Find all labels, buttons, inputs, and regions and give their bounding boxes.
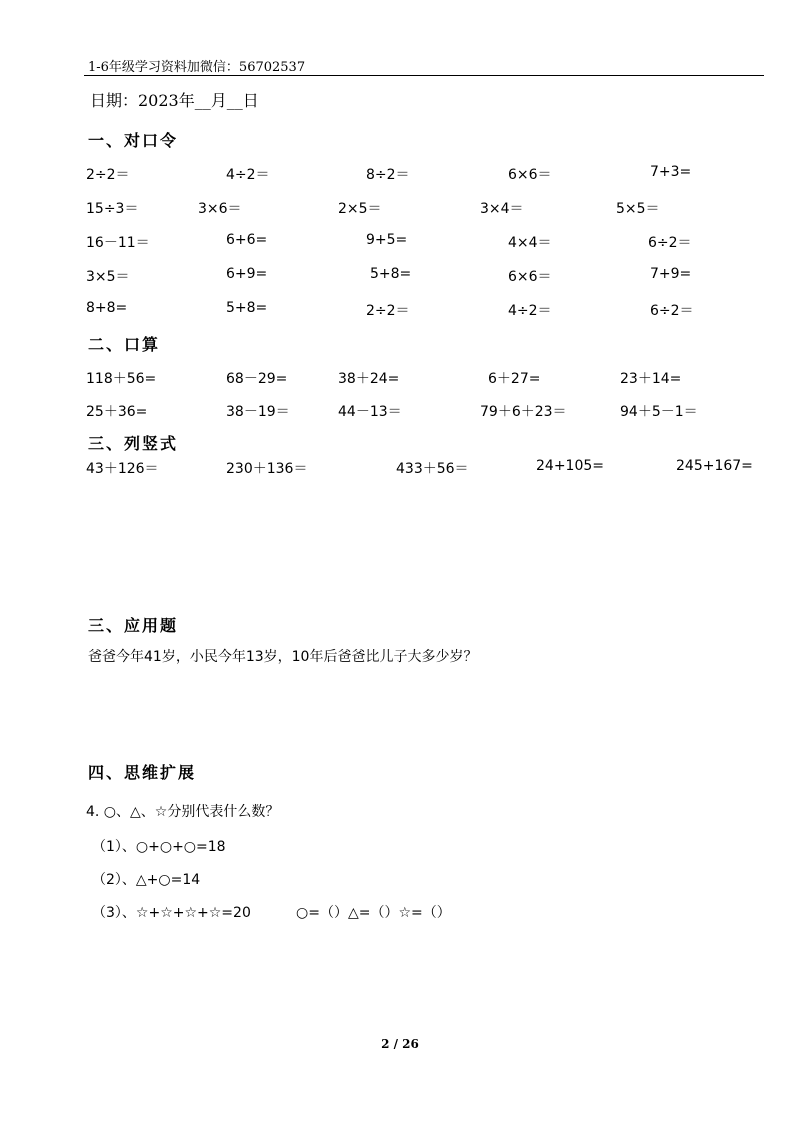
problem: 3×5＝ [86,269,130,285]
problem: 433＋56＝ [396,461,469,477]
problem: 2÷2＝ [86,167,130,183]
date-line: 日期：2023年__月__日 [90,91,259,110]
equation: （2）、△+○=14 [92,872,201,888]
problem: 94＋5－1＝ [620,404,698,420]
problem: 4÷2＝ [226,167,270,183]
problem: 8+8= [86,300,128,316]
page-header: 1-6年级学习资料加微信：56702537 [88,60,306,75]
header-divider [84,75,764,76]
problem: 2÷2＝ [366,303,410,319]
answer-blanks: ○=（）△=（）☆=（） [296,905,451,921]
problem: 5×5＝ [616,201,660,217]
problem: 245+167= [676,458,753,474]
problem: 9+5= [366,232,408,248]
problem: 6÷2＝ [648,235,692,251]
problem: 6+6= [226,232,268,248]
problem: 3×4＝ [480,201,524,217]
problem: 5+8= [370,266,412,282]
problem: 25＋36= [86,404,148,420]
problem: 6+9= [226,266,268,282]
problem: 79＋6＋23＝ [480,404,567,420]
section-title-thinking: 四、思维扩展 [88,763,197,782]
problem: 5+8= [226,300,268,316]
page-number: 2 / 26 [381,1037,419,1051]
section-title-word-problem: 三、应用题 [88,616,179,635]
thinking-question: 4. ○、△、☆分别代表什么数？ [86,804,280,820]
problem: 7+9= [650,266,692,282]
problem: 38＋24= [338,371,400,387]
section-title-mental-math: 二、口算 [88,335,161,354]
section-title-oral-drill: 一、对口令 [88,131,179,150]
problem: 6＋27= [488,371,541,387]
problem: 7+3= [650,164,692,180]
problem: 6×6＝ [508,269,552,285]
problem: 23＋14= [620,371,682,387]
equation: （1）、○+○+○=18 [92,839,226,855]
problem: 43＋126＝ [86,461,159,477]
problem: 4×4＝ [508,235,552,251]
problem: 230＋136＝ [226,461,308,477]
problem: 16－11＝ [86,235,150,251]
problem: 68－29= [226,371,288,387]
word-problem: 爸爸今年41岁，小民今年13岁，10年后爸爸比儿子大多少岁？ [88,649,478,665]
problem: 8÷2＝ [366,167,410,183]
problem: 24+105= [536,458,604,474]
problem: 44－13＝ [338,404,402,420]
problem: 118＋56= [86,371,157,387]
problem: 15÷3＝ [86,201,139,217]
problem: 6×6＝ [508,167,552,183]
problem: 6÷2＝ [650,303,694,319]
equation: （3）、☆+☆+☆+☆=20 [92,905,251,921]
problem: 38－19＝ [226,404,290,420]
problem: 4÷2＝ [508,303,552,319]
problem: 3×6＝ [198,201,242,217]
problem: 2×5＝ [338,201,382,217]
section-title-vertical-calc: 三、列竖式 [88,434,179,453]
